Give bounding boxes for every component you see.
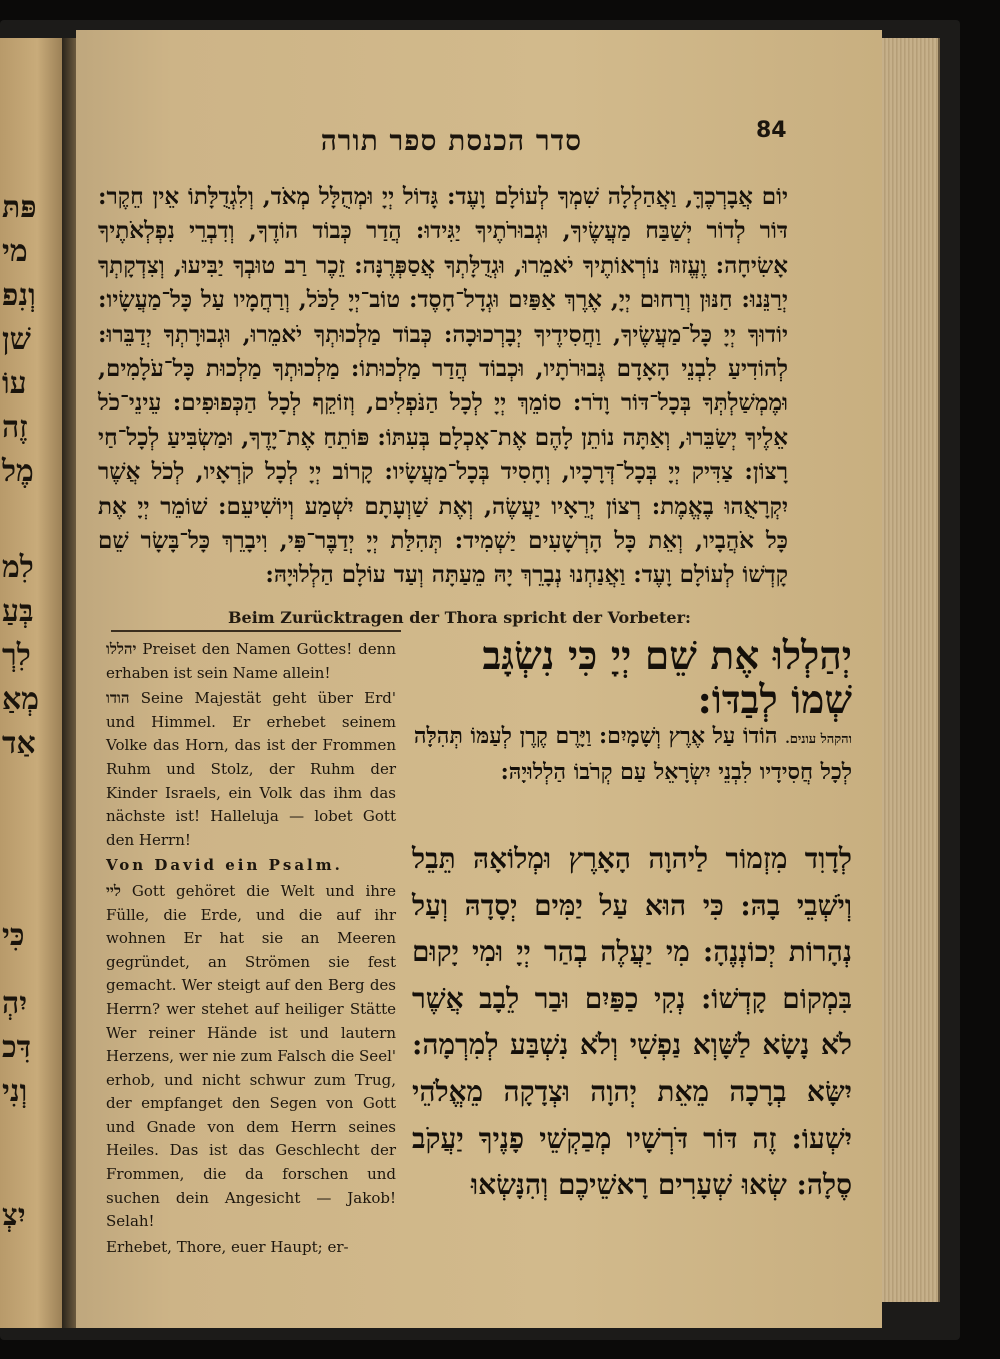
german-text: Seine Majestät geht über Erd' und Himmel. Er erhebet seinem Volke das Horn, das ist der Frommen Ruhm und Stolz, der Ruhm der Kinder Israels, ein Volk das ihm das nächste ist! Halleluja — lobet Gott den Herrn! xyxy=(106,689,396,849)
german-translation-column xyxy=(106,638,396,1261)
left-fragment: אַד xyxy=(2,726,36,761)
yehallelu-verse xyxy=(412,634,852,722)
page-header xyxy=(76,118,882,168)
psalm-24-hebrew xyxy=(412,836,852,1209)
page-title: סדר הכנסת ספר תורה xyxy=(320,124,582,157)
hebrew-paragraph: יוֹם אֲבָרְכֶךָּ, וַאֲהַלְלָה שִׁמְךָ לְעוֹלָם וָעֶד: גָּדוֹל יְיָ וּמְהֻלָּל מְאֹד, וְלִגְדֻלָּתוֹ אֵין חֵקֶר: דּוֹר לְדוֹר יְשַׁבַּח מַעֲשֶׂיךָ, וּגְבוּרֹתֶיךָ יַגִּידוּ: הֲדַר כְּבוֹד הוֹדֶךָ, וְדִבְרֵי נִפְלְאֹתֶיךָ אָשִׂיחָה: וֶעֱזוּז נוֹרְאוֹתֶיךָ יֹאמֵרוּ, וּגְדֻלָּתְךָ אֲסַפְּרֶנָּה: זֵכֶר רַב טוּבְךָ יַבִּיעוּ, וְצִדְקָתְךָ יְרַנֵּנוּ: חַנּוּן וְרַחוּם יְיָ, אֶרֶךְ אַפַּיִם וּגְדָל־חָסֶד: טוֹב־יְיָ לַכֹּל, וְרַחֲמָיו עַל כָּל־מַעֲשָׂיו: יוֹדוּךָ יְיָ כָּל־מַעֲשֶׂיךָ, וַחֲסִידֶיךָ יְבָרְכוּכָה: כְּבוֹד מַלְכוּתְךָ יֹאמֵרוּ, וּגְבוּרָתְךָ יְדַבֵּרוּ: לְהוֹדִיעַ לִבְנֵי הָאָדָם גְּבוּרֹתָיו, וּכְבוֹד הֲדַר מַלְכוּתוֹ: מַלְכוּתְךָ מַלְכוּת כָּל־עֹלָמִים, וּמֶמְשַׁלְתְּךָ בְּכָל־דּוֹר וָדֹר: סוֹמֵךְ יְיָ לְכָל הַנֹּפְלִים, וְזוֹקֵף לְכָל הַכְּפוּפִים: עֵינֵי־כֹל אֵלֶיךָ יְשַׂבֵּרוּ, וְאַתָּה נוֹתֵן לָהֶם אֶת־אָכְלָם בְּעִתּוֹ: פּוֹתֵחַ אֶת־יָדֶךָ, וּמַשְׂבִּיעַ לְכָל־חַי רָצוֹן: צַדִּיק יְיָ בְּכָל־דְּרָכָיו, וְחָסִיד בְּכָל־מַעֲשָׂיו: קָרוֹב יְיָ לְכָל קֹרְאָיו, לְכֹל אֲשֶׁר יִקְרָאֻהוּ בֶאֱמֶת: רְצוֹן יְרֵאָיו יַעֲשֶׂה, וְאֶת שַׁוְעָתָם יִשְׁמַע וְיוֹשִׁיעֵם: שׁוֹמֵר יְיָ אֶת כָּל אֹהֲבָיו, וְאֵת כָּל הָרְשָׁעִים יַשְׁמִיד: תְּהִלַּת יְיָ יְדַבֶּר־פִּי, וִיבָרֵךְ כָּל־בָּשָׂר שֵׁם קָדְשׁוֹ לְעוֹלָם וָעֶד: וַאֲנַחְנוּ נְבָרֵךְ יָהּ מֵעַתָּה וְעַד עוֹלָם הַלְלוּיָהּ: xyxy=(98,183,788,589)
left-fragment: זֶה xyxy=(2,410,28,445)
left-page xyxy=(0,38,62,1328)
left-fragment: בְּעַ xyxy=(2,594,34,629)
hebrew-paragraph xyxy=(412,720,852,789)
german-text: Gott gehöret die Welt und ihre Fülle, die Erde, und die auf ihr wohnen Er hat sie an Meeren gegründet, an Strömen sie fest gemacht. Wer steigt auf den Berg des Herrn? wer stehet auf heiliger Stätte Wer reiner Hände ist und lautern Herzens, wer nie zum Falsch die Seel' erhob, und nicht schwur zum Trug, der empfanget den Segen von Gott und Gnade von dem Herrn seines Heiles. Das ist das Geschlecht der Frommen, die da forschen und suchen dein Angesicht — Jakob! Selah! xyxy=(106,881,396,1231)
left-fragment: כִּי xyxy=(2,918,25,953)
german-paragraph xyxy=(106,638,396,685)
left-fragment: יִהְ xyxy=(2,986,28,1021)
psalm-heading: Von David ein Psalm. xyxy=(106,856,343,875)
rubric-instruction: Beim Zurücktragen der Thora spricht der Vorbeter: xyxy=(228,608,691,627)
german-paragraph xyxy=(106,880,396,1234)
right-page xyxy=(76,30,882,1328)
left-fragment: מי xyxy=(2,234,28,269)
left-fragment: מֶל xyxy=(2,454,34,489)
left-fragment: לִמ xyxy=(2,550,34,585)
german-paragraph xyxy=(106,687,396,852)
left-fragment: לִרְ xyxy=(2,638,31,673)
left-fragment: יִצְ xyxy=(2,1198,26,1233)
hebrew-cue: ליי xyxy=(106,881,121,900)
left-fragment: מְאַ xyxy=(2,682,40,717)
left-fragment: פּתּ xyxy=(2,190,37,225)
hebrew-cue: יהללו xyxy=(106,640,137,658)
left-fragment: וְנִי xyxy=(2,1074,28,1109)
column-divider xyxy=(111,630,401,632)
hebrew-text: הוֹדוֹ עַל אֶרֶץ וְשָׁמָיִם: וַיָּרֶם קֶרֶן לְעַמּוֹ תְּהִלָּה לְכָל חֲסִידָיו לִבְנֵי יִשְׂרָאֵל עַם קְרֹבוֹ הַלְלוּיָהּ: xyxy=(413,723,852,785)
large-hebrew-text: יְהַלְלוּ אֶת שֵׁם יְיָ כִּי נִשְׂגָּב שְׁמוֹ לְבַדּוֹ: xyxy=(482,633,852,723)
left-fragment: עוֹ xyxy=(2,366,27,401)
ashrei-hebrew-text xyxy=(98,180,788,593)
hebrew-cue: הודו xyxy=(106,689,130,708)
hodo-verse xyxy=(412,720,852,789)
left-fragment: שׁן xyxy=(2,322,31,357)
hebrew-paragraph: לְדָוִד מִזְמוֹר לַיהוָה הָאָרֶץ וּמְלוֹאָהּ תֵּבֵל וְיֹשְׁבֵי בָהּ: כִּי הוּא עַל יַמִּים יְסָדָהּ וְעַל נְהָרוֹת יְכוֹנְנֶהָ: מִי יַעֲלֶה בְהַר יְיָ וּמִי יָקוּם בִּמְקוֹם קָדְשׁוֹ: נְקִי כַפַּיִם וּבַר לֵבָב אֲשֶׁר לֹא נָשָׂא לַשָּׁוְא נַפְשִׁי וְלֹא נִשְׁבַּע לְמִרְמָה: יִשָּׂא בְרָכָה מֵאֵת יְהוָה וּצְדָקָה מֵאֱלֹהֵי יִשְׁעוֹ: זֶה דּוֹר דֹּרְשָׁיו מְבַקְשֵׁי פָנֶיךָ יַעֲקֹב סֶלָה: שְׂאוּ שְׁעָרִים רָאשֵׁיכֶם וְהִנָּשְׂאוּ xyxy=(412,842,852,1202)
left-fragment: דִּכ xyxy=(2,1030,32,1065)
page-number: 84 xyxy=(756,118,787,143)
book-gutter xyxy=(62,38,76,1328)
response-label: והקהל עונים. xyxy=(785,732,852,747)
german-paragraph: Erhebet, Thore, euer Haupt; er- xyxy=(106,1237,349,1256)
german-text: Preiset den Namen Gottes! denn erhaben ist sein Name allein! xyxy=(106,640,396,682)
left-fragment: וְנִפ xyxy=(2,278,36,313)
